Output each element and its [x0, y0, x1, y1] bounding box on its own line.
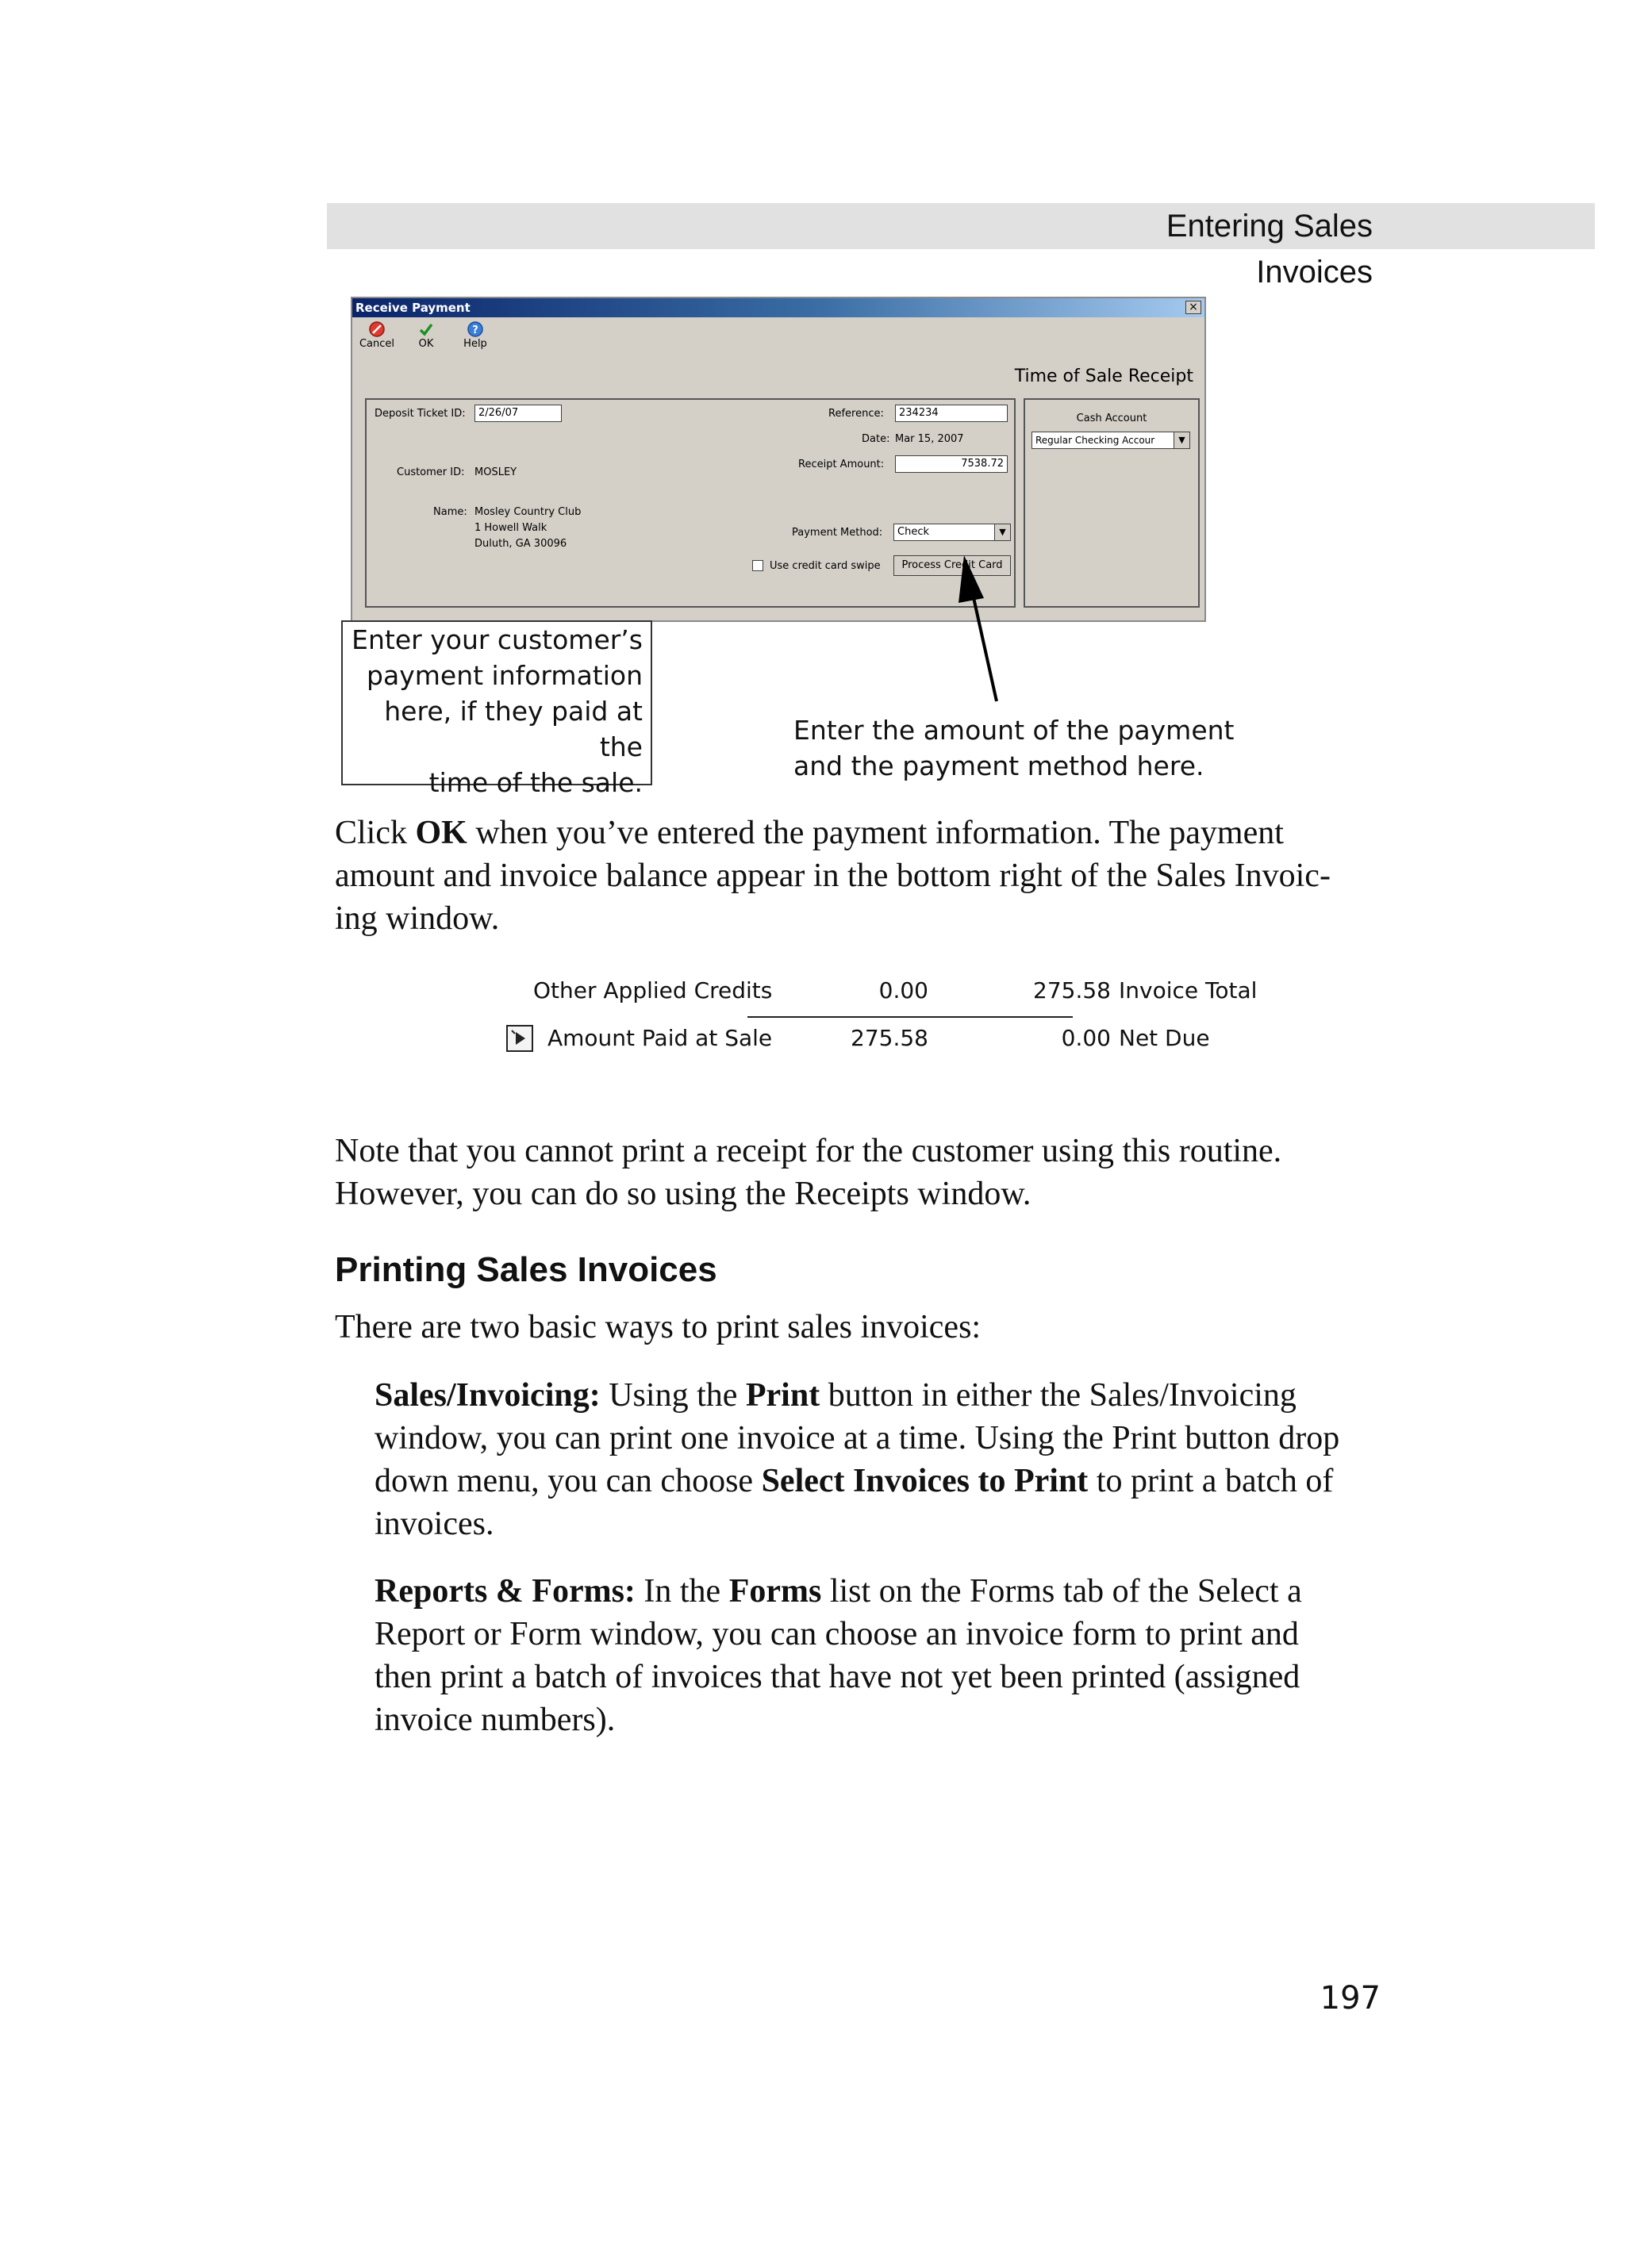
deposit-ticket-label: Deposit Ticket ID:	[375, 408, 466, 420]
text-span: when you’ve entered the payment information. The payment	[467, 815, 1284, 851]
cash-account-label: Cash Account	[1076, 413, 1147, 424]
paragraph-line: ing window.	[335, 900, 500, 937]
callout-left-line-3: here, if they paid at the	[384, 696, 643, 762]
receipt-amount-field[interactable]: 7538.72	[895, 455, 1008, 473]
term-sales-invoicing: Sales/Invoicing:	[375, 1377, 601, 1414]
invoice-total-label: Invoice Total	[1119, 977, 1258, 1004]
payment-method-label: Payment Method:	[792, 527, 883, 539]
date-value[interactable]: Mar 15, 2007	[895, 433, 964, 445]
callout-left-line-1: Enter your customer’s	[352, 624, 643, 655]
callout-right-line-2: and the payment method here.	[793, 750, 1204, 781]
bold-ok: OK	[415, 815, 467, 851]
amount-paid-value: 275.58	[851, 1025, 928, 1051]
paragraph-line	[335, 812, 1331, 854]
other-applied-credits-value: 0.00	[878, 977, 928, 1004]
ok-label: OK	[418, 338, 434, 350]
item-sales-invoicing	[375, 1374, 1339, 1545]
reference-field[interactable]: 234234	[895, 405, 1008, 422]
invoice-total-value: 275.58	[1033, 977, 1111, 1004]
receipt-amount-label: Receipt Amount:	[798, 459, 885, 470]
address-line-2: 1 Howell Walk	[474, 522, 547, 534]
net-due-value: 0.00	[1061, 1025, 1111, 1051]
bold-print: Print	[745, 1377, 820, 1414]
form-title: Time of Sale Receipt	[1014, 366, 1193, 386]
paragraph-line: then print a batch of invoices that have not yet been printed (assigned	[375, 1659, 1300, 1695]
cancel-label: Cancel	[359, 338, 395, 350]
name-label: Name:	[433, 506, 467, 518]
paragraph-click-ok	[335, 812, 1331, 940]
deposit-ticket-field[interactable]: 2/26/07	[474, 405, 562, 422]
chevron-down-icon: ▼	[1174, 432, 1189, 448]
text-span: list on the Forms tab of the Select a	[821, 1573, 1302, 1610]
arrow-right-icon	[508, 1027, 532, 1050]
text-span: to print a batch of	[1088, 1463, 1334, 1499]
page-number: 197	[1320, 1980, 1381, 2017]
net-due-label: Net Due	[1119, 1025, 1210, 1051]
paragraph-line: Note that you cannot print a receipt for the customer using this routine.	[335, 1133, 1282, 1169]
customer-id-value: MOSLEY	[474, 466, 517, 478]
paragraph-line	[375, 1460, 1339, 1502]
text-span: Click	[335, 815, 416, 851]
text-span: Using the	[600, 1377, 746, 1414]
callout-left-line-2: payment information	[367, 660, 643, 691]
paragraph-line	[375, 1374, 1339, 1417]
paragraph-line: invoice numbers).	[375, 1702, 616, 1738]
date-label: Date:	[862, 433, 890, 445]
bold-forms: Forms	[728, 1573, 822, 1610]
chevron-down-icon: ▼	[994, 524, 1010, 540]
process-credit-card-button[interactable]: Process Credit Card	[893, 555, 1011, 576]
section-title: Printing Sales Invoices	[335, 1250, 717, 1289]
totals-divider	[747, 1016, 1073, 1018]
address-line-3: Duluth, GA 30096	[474, 538, 567, 550]
reference-label: Reference:	[828, 408, 884, 420]
text-span: In the	[635, 1573, 729, 1610]
address-line-1: Mosley Country Club	[474, 506, 582, 518]
section-intro: There are two basic ways to print sales invoices:	[335, 1309, 982, 1345]
amount-paid-icon[interactable]	[506, 1025, 533, 1052]
customer-id-label: Customer ID:	[397, 466, 465, 478]
paragraph-line: Report or Form window, you can choose an invoice form to print and	[375, 1616, 1299, 1652]
help-label: Help	[463, 338, 487, 350]
callout-left-line-4: time of the sale.	[428, 767, 643, 798]
text-span: down menu, you can choose	[375, 1463, 762, 1499]
callout-right-line-1: Enter the amount of the payment	[793, 715, 1235, 746]
paragraph-receipt-note	[335, 1130, 1281, 1215]
term-reports-forms: Reports & Forms:	[375, 1573, 636, 1610]
running-header-title: Entering Sales Invoices	[1166, 209, 1373, 290]
other-applied-credits-label: Other Applied Credits	[533, 977, 773, 1004]
close-button[interactable]: ×	[1185, 301, 1201, 314]
dialog-title: Receive Payment	[355, 301, 471, 315]
cash-account-value: Regular Checking Accour	[1035, 435, 1155, 446]
amount-paid-label: Amount Paid at Sale	[547, 1025, 773, 1051]
paragraph-line: invoices.	[375, 1506, 494, 1542]
svg-text:?: ?	[472, 324, 478, 336]
paragraph-line: However, you can do so using the Receipts window.	[335, 1176, 1031, 1212]
item-reports-forms	[375, 1570, 1302, 1741]
bold-select-invoices: Select Invoices to Print	[761, 1463, 1089, 1499]
payment-method-value: Check	[897, 526, 929, 538]
credit-card-swipe-label: Use credit card swipe	[770, 560, 881, 572]
paragraph-line	[375, 1570, 1302, 1613]
paragraph-line: amount and invoice balance appear in the bottom right of the Sales Invoic-	[335, 858, 1331, 894]
text-span: button in either the Sales/Invoicing	[820, 1377, 1297, 1414]
paragraph-line: window, you can print one invoice at a time. Using the Print button drop	[375, 1420, 1340, 1456]
